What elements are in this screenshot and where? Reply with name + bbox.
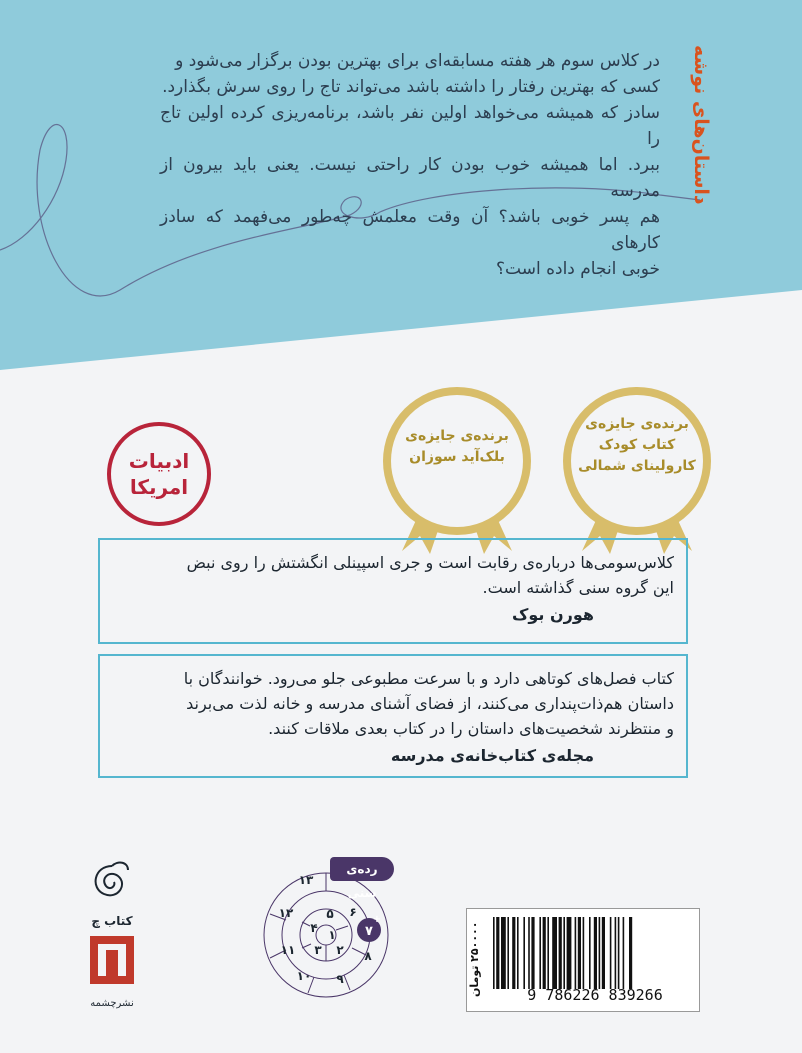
age-spiral-graphic	[256, 860, 396, 1000]
barcode-bar	[567, 917, 572, 989]
barcode-bar	[610, 917, 612, 989]
badge-rosette-icon	[372, 386, 542, 556]
age-number: ۴	[310, 921, 318, 935]
age-number: ۱۲	[278, 906, 294, 920]
barcode-bar	[583, 917, 585, 989]
barcode-bar	[512, 917, 515, 989]
award-badge-carolina	[552, 386, 722, 556]
barcode-bar	[575, 917, 577, 989]
age-highlight: ۷	[365, 924, 373, 939]
barcode-bar	[543, 917, 546, 989]
badge-line: برنده‌ی جایزه‌ی	[585, 416, 689, 432]
back-cover-blurb	[160, 48, 660, 282]
barcode-bar	[615, 917, 617, 989]
blurb-line: هم پسر خوبی باشد؟ آن وقت معلمش چه‌طور می‌فهمد که سادز کارهای	[160, 207, 660, 253]
blurb-line: ببرد. اما همیشه خوب بودن کار راحتی نیست. یعنی باید بیرون از مدرسه	[160, 155, 660, 201]
barcode-bar	[578, 917, 581, 989]
quote-source: هورن بوک	[512, 605, 594, 624]
barcode-bar	[629, 917, 632, 989]
quote-source: مجله‌ی کتاب‌خانه‌ی مدرسه	[390, 746, 594, 765]
age-group-label: رده‌ی سنی	[330, 857, 394, 881]
price-label: ۲۵۰۰۰۰ تومان	[468, 921, 481, 997]
barcode-bar	[559, 917, 562, 989]
badge-line: کتاب کودک	[598, 437, 676, 453]
badge-text	[572, 414, 702, 477]
badge-line: برنده‌ی جایزه‌ی	[405, 428, 509, 444]
quote-line: این گروه سنی گذاشته است.	[482, 578, 674, 597]
age-number: ۶	[349, 905, 357, 919]
barcode-bar	[547, 917, 549, 989]
isbn-number: 9 786226 839266	[527, 986, 663, 1004]
blurb-line: سادز که همیشه می‌خواهد اولین نفر باشد، برنامه‌ریزی کرده اولین تاج را	[160, 103, 660, 149]
barcode-bar	[507, 917, 509, 989]
badge-line: بلک‌آید سوزان	[409, 449, 505, 465]
age-number: ۵	[326, 907, 334, 921]
quote-line: کلاس‌سومی‌ها درباره‌ی رقابت است و جری اسپینلی انگشتش را روی نبض	[186, 553, 674, 572]
series-title: داستان‌های نوشه	[690, 45, 712, 205]
cheshmeh-publisher-logo	[84, 932, 140, 1012]
barcode-bar	[623, 917, 625, 989]
review-quote	[98, 538, 688, 644]
publisher-name: نشرچشمه	[90, 998, 134, 1009]
review-quote	[98, 654, 688, 778]
blurb-line: کسی که بهترین رفتار را داشته باشد می‌تواند تاج را روی سرش بگذارد.	[162, 77, 660, 97]
barcode-bar	[594, 917, 597, 989]
age-number: ۱۱	[280, 943, 296, 957]
age-number: ۸	[364, 949, 372, 963]
barcode-bar	[531, 917, 534, 989]
age-number: ۱۰	[296, 969, 312, 983]
stamp-line: ادبیات	[128, 449, 190, 473]
barcode-bar	[523, 917, 525, 989]
barcode-bar	[501, 917, 506, 989]
barcode-bar	[493, 917, 495, 989]
spiral-logo-icon	[84, 858, 140, 910]
cheshmeh-logo-icon	[84, 932, 140, 994]
age-number: ۲	[336, 943, 344, 957]
award-badge-black-eyed-susan	[372, 386, 542, 556]
barcode-bar	[599, 917, 601, 989]
barcode-bar	[528, 917, 530, 989]
barcode-bar	[589, 917, 591, 989]
blurb-line: در کلاس سوم هر هفته مسابقه‌ای برای بهترین بودن برگزار می‌شود و	[175, 51, 660, 71]
badge-text	[392, 426, 522, 468]
quote-line: و منتظرند شخصیت‌های داستان را در کتاب بعدی ملاقات کنند.	[268, 719, 674, 738]
stamp-line: امریکا	[129, 475, 189, 499]
barcode-bars	[493, 917, 699, 989]
barcode-bar	[517, 917, 519, 989]
age-plus: +	[372, 914, 382, 925]
publisher-logo-text: کتاب چ	[91, 914, 133, 928]
age-number: ۱۳	[298, 873, 314, 887]
badge-line: کارولینای شمالی	[578, 458, 696, 474]
american-literature-stamp	[107, 422, 211, 526]
barcode-bar	[618, 917, 620, 989]
age-number: ۹	[336, 972, 344, 986]
barcode-bar	[496, 917, 499, 989]
barcode-bar	[552, 917, 557, 989]
quote-line: داستان هم‌ذات‌پنداری می‌کنند، از فضای آشنای مدرسه و خانه لذت می‌برند	[186, 694, 674, 713]
blurb-line: خوبی انجام داده است؟	[496, 259, 660, 279]
age-number: ۱	[328, 928, 336, 942]
kitab-che-logo	[84, 858, 140, 932]
barcode-bar	[539, 917, 541, 989]
barcode-bar	[602, 917, 605, 989]
quote-line: کتاب فصل‌های کوتاهی دارد و با سرعت مطبوعی جلو می‌رود. خوانندگان با	[183, 669, 674, 688]
barcode-bar	[563, 917, 565, 989]
age-number: ۳	[314, 943, 322, 957]
